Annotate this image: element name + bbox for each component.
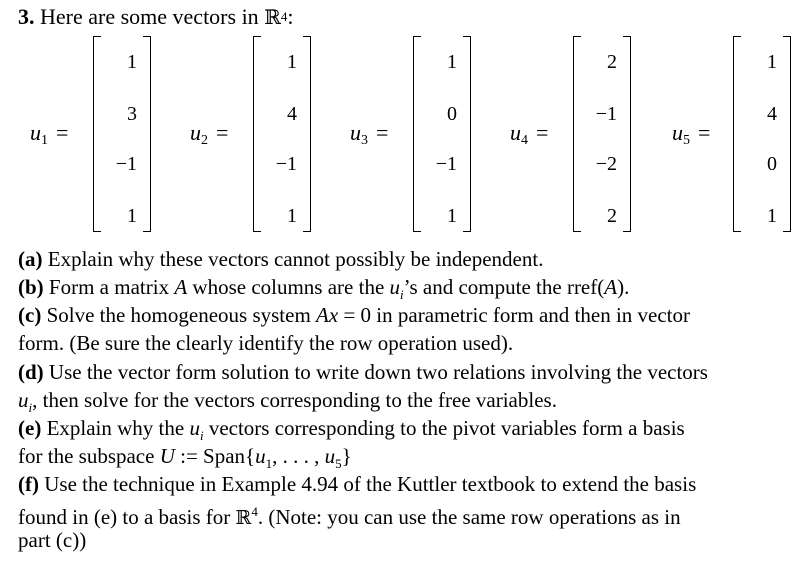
left-bracket [93, 36, 101, 232]
left-bracket [413, 36, 421, 232]
problem-heading [18, 3, 293, 34]
right-bracket [463, 36, 471, 232]
vector-u4-matrix [573, 36, 631, 232]
right-bracket [143, 36, 151, 232]
vector-u2-matrix [253, 36, 311, 232]
part-f-line3: part (c)) [18, 528, 87, 552]
matrix-entry: 1 [447, 51, 457, 73]
part-b: (b) Form a matrix A whose columns are the $u_i’s$ and compute the rref(A). [18, 275, 630, 303]
space-exponent: 4 [280, 9, 288, 24]
vector-u5-name: $u_5$ = [672, 120, 711, 148]
problem-intro: Here are some vectors in [40, 4, 259, 29]
matrix-entry: 1 [127, 51, 137, 73]
matrix-entry: 1 [287, 51, 297, 73]
left-bracket [253, 36, 261, 232]
vector-u4-name: $u_4$ = [510, 120, 549, 148]
vector-u1-name: $u_1$ = [30, 120, 69, 148]
right-bracket [783, 36, 791, 232]
vector-u5-matrix [733, 36, 791, 232]
part-c-line1: (c) Solve the homogeneous system Ax = 0 in parametric form and then in vector [18, 303, 691, 327]
right-bracket [303, 36, 311, 232]
matrix-entry: −1 [595, 103, 617, 125]
matrix-entry: 1 [287, 205, 297, 227]
matrix-entry: −2 [595, 153, 617, 175]
real-space-symbol: ℝ [264, 5, 281, 29]
left-bracket [733, 36, 741, 232]
part-c-line2: form. (Be sure the clearly identify the row operation used). [18, 331, 514, 355]
matrix-entry: 1 [767, 205, 777, 227]
part-d-line1: (d) Use the vector form solution to write down two relations involving the vectors [18, 360, 708, 384]
heading-colon: : [287, 4, 294, 29]
part-f-line1: (f) Use the technique in Example 4.94 of the Kuttler textbook to extend the basis [18, 472, 697, 496]
matrix-entry: 3 [127, 103, 137, 125]
matrix-entry: 1 [447, 205, 457, 227]
matrix-entry: 1 [127, 205, 137, 227]
matrix-entry: −1 [115, 153, 137, 175]
matrix-entry: 1 [767, 51, 777, 73]
right-bracket [623, 36, 631, 232]
matrix-entry: 4 [767, 103, 777, 125]
matrix-entry: −1 [275, 153, 297, 175]
part-f-line2: found in (e) to a basis for ℝ$^4$. (Note: you can use the same row operations as in [18, 504, 681, 529]
left-bracket [573, 36, 581, 232]
script-u-symbol: U [159, 444, 175, 468]
problem-number: 3. [18, 4, 35, 29]
part-e-line1: (e) Explain why the $u_i$ vectors corresponding to the pivot variables form a basis [18, 416, 685, 444]
matrix-entry: 0 [447, 103, 457, 125]
matrix-entry: 2 [607, 51, 617, 73]
matrix-entry: 4 [287, 103, 297, 125]
vector-u1-matrix [93, 36, 151, 232]
part-a: (a) Explain why these vectors cannot possibly be independent. [18, 247, 544, 271]
vector-u2-name: $u_2$ = [190, 120, 229, 148]
part-d-line2: $u_i$, then solve for the vectors corresponding to the free variables. [18, 388, 557, 416]
real-space-symbol: ℝ [235, 507, 252, 529]
matrix-entry: −1 [435, 153, 457, 175]
matrix-entry: 2 [607, 205, 617, 227]
vector-u3-matrix [413, 36, 471, 232]
vector-u3-name: $u_3$ = [350, 120, 389, 148]
part-e-line2: for the subspace U := $Span\{u_1$, . . . , $u_5$} [18, 444, 352, 472]
matrix-entry: 0 [767, 153, 777, 175]
